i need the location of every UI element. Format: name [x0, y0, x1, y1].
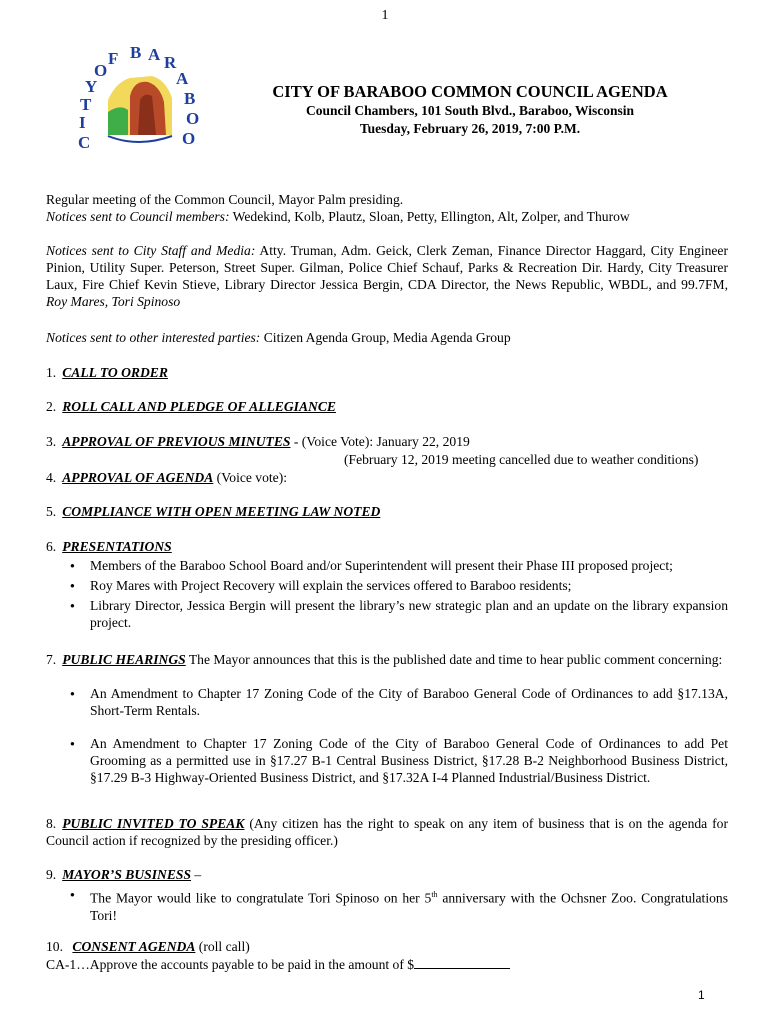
list-item [70, 886, 728, 924]
parties-notice-label: Notices sent to other interested parties: [46, 330, 261, 345]
item-number: 4. [46, 470, 57, 485]
item-number: 5. [46, 504, 57, 519]
consent-ca1 [46, 956, 736, 973]
agenda-item-4 [46, 469, 736, 486]
agenda-item-3 [46, 433, 736, 450]
presentations-list [70, 557, 728, 634]
item-title: APPROVAL OF AGENDA [62, 470, 214, 485]
list-item: ● Members of the Baraboo School Board and/or Superintendent will present their Phase III proposed project; [70, 557, 728, 574]
item-suffix: (Voice vote): [213, 470, 288, 485]
parties-notice [46, 329, 728, 346]
seal-letter-o1: O [186, 109, 200, 128]
item-number: 8. [46, 816, 57, 831]
agenda-item-5 [46, 503, 736, 520]
agenda-title: CITY OF BARABOO COMMON COUNCIL AGENDA [272, 82, 668, 101]
item-number: 6. [46, 539, 57, 554]
agenda-item-9 [46, 866, 736, 883]
item-number: 9. [46, 867, 57, 882]
item-title: MAYOR’S BUSINESS [62, 867, 192, 882]
ca1-text: CA-1…Approve the accounts payable to be paid in the amount of $ [46, 957, 415, 972]
mayor-business-list [70, 886, 728, 927]
seal-letter-f: F [108, 49, 119, 68]
seal-letter-o: O [94, 61, 108, 80]
city-seal-logo [68, 40, 208, 170]
seal-letter-o2: O [182, 129, 196, 148]
presiding-line: Regular meeting of the Common Council, Mayor Palm presiding. [46, 192, 404, 207]
seal-letter-c: C [78, 133, 91, 152]
council-notice-label: Notices sent to Council members: [46, 209, 230, 224]
agenda-item-2 [46, 398, 736, 415]
congrats-text: The Mayor would like to congratulate Tori Spinoso on her 5 [90, 890, 432, 906]
agenda-item-6 [46, 538, 736, 555]
item-title: PUBLIC HEARINGS [62, 652, 186, 667]
item-title: ROLL CALL AND PLEDGE OF ALLEGIANCE [62, 399, 336, 414]
staff-notice-label: Notices sent to City Staff and Media: [46, 243, 256, 258]
item-title: PUBLIC INVITED TO SPEAK [62, 816, 245, 831]
page-number-bottom: 1 [698, 988, 705, 1002]
agenda-item-1 [46, 364, 736, 381]
item-suffix: The Mayor announces that this is the published date and time to hear public comment concerning: [185, 652, 723, 667]
minutes-note: (February 12, 2019 meeting cancelled due to weather conditions) [344, 452, 699, 467]
seal-letter-b2: B [184, 89, 196, 108]
staff-notice [46, 242, 728, 310]
list-item: ● Library Director, Jessica Bergin will present the library’s new strategic plan and an update on the library expansion project. [70, 597, 728, 631]
list-item: ● Roy Mares with Project Recovery will explain the services offered to Baraboo residents; [70, 577, 728, 594]
staff-notice-tail: Roy Mares, Tori Spinoso [46, 294, 181, 309]
item-number: 7. [46, 652, 57, 667]
item-number: 10. [46, 939, 63, 954]
seal-letter-b: B [130, 43, 142, 62]
list-item: ● An Amendment to Chapter 17 Zoning Code of the City of Baraboo General Code of Ordinances to add Pet Grooming as a permitted use in §17.27 B-1 Central Business District, §17.28 B-2 Neighborhood Business District, §17.29 B-3 Highway-Oriented Business District, and §17.32A I-4 Planned Industrial/Business District. [70, 735, 728, 786]
amount-blank-line [414, 956, 510, 969]
seal-letter-a1: A [148, 45, 161, 64]
seal-letter-t: T [80, 95, 92, 114]
seal-letter-y: Y [85, 77, 98, 96]
seal-letter-i: I [79, 113, 86, 132]
item-title: COMPLIANCE WITH OPEN MEETING LAW NOTED [62, 504, 381, 519]
item-title: CONSENT AGENDA [72, 939, 196, 954]
list-item: ● An Amendment to Chapter 17 Zoning Code of the City of Baraboo General Code of Ordinances to add §17.13A, Short-Term Rentals. [70, 685, 728, 719]
meeting-datetime: Tuesday, February 26, 2019, 7:00 P.M. [359, 121, 581, 136]
seal-letter-a2: A [176, 69, 189, 88]
agenda-item-8 [46, 815, 728, 849]
council-notice-text: Wedekind, Kolb, Plautz, Sloan, Petty, Ellington, Alt, Zolper, and Thurow [229, 209, 630, 224]
item-suffix: (roll call) [195, 939, 250, 954]
item-title: APPROVAL OF PREVIOUS MINUTES [62, 434, 291, 449]
item-number: 2. [46, 399, 57, 414]
item-number: 1. [46, 365, 57, 380]
hearings-list-1 [70, 685, 728, 722]
item-title: CALL TO ORDER [62, 365, 168, 380]
item-suffix: – [191, 867, 202, 882]
item-suffix: (Any citizen has the right to speak on any item of business that is on the agenda for Council action if recognized by the presiding officer.) [46, 816, 728, 848]
council-notice [46, 208, 728, 225]
item-number: 3. [46, 434, 57, 449]
meeting-location: Council Chambers, 101 South Blvd., Baraboo, Wisconsin [305, 103, 635, 118]
item-suffix: - (Voice Vote): January 22, 2019 [290, 434, 470, 449]
item-title: PRESENTATIONS [62, 539, 172, 554]
parties-notice-text: Citizen Agenda Group, Media Agenda Group [260, 330, 511, 345]
intro-block [46, 191, 728, 225]
agenda-item-7 [46, 651, 726, 668]
page-number-top: 1 [381, 8, 389, 23]
seal-letter-r: R [164, 53, 177, 72]
hearings-list-2 [70, 735, 728, 789]
ordinal-suffix: th [431, 890, 438, 899]
congrats-text-end: anniversary with the Ochsner Zoo. Congratulations Tori! [90, 890, 728, 923]
staff-notice-text: Atty. Truman, Adm. Geick, Clerk Zeman, Finance Director Haggard, City Engineer Pinion, Utility Super. Peterson, Street Super. Gilman, Police Chief Schauf, Parks & Recreation Dir. Hardy, City Treasurer Laux, Fire Chief Kevin Stieve, Library Director Jessica Bergin, CDA Director, the News Republic, WBDL, and 99.7FM, [46, 243, 728, 292]
agenda-item-10 [46, 938, 736, 955]
